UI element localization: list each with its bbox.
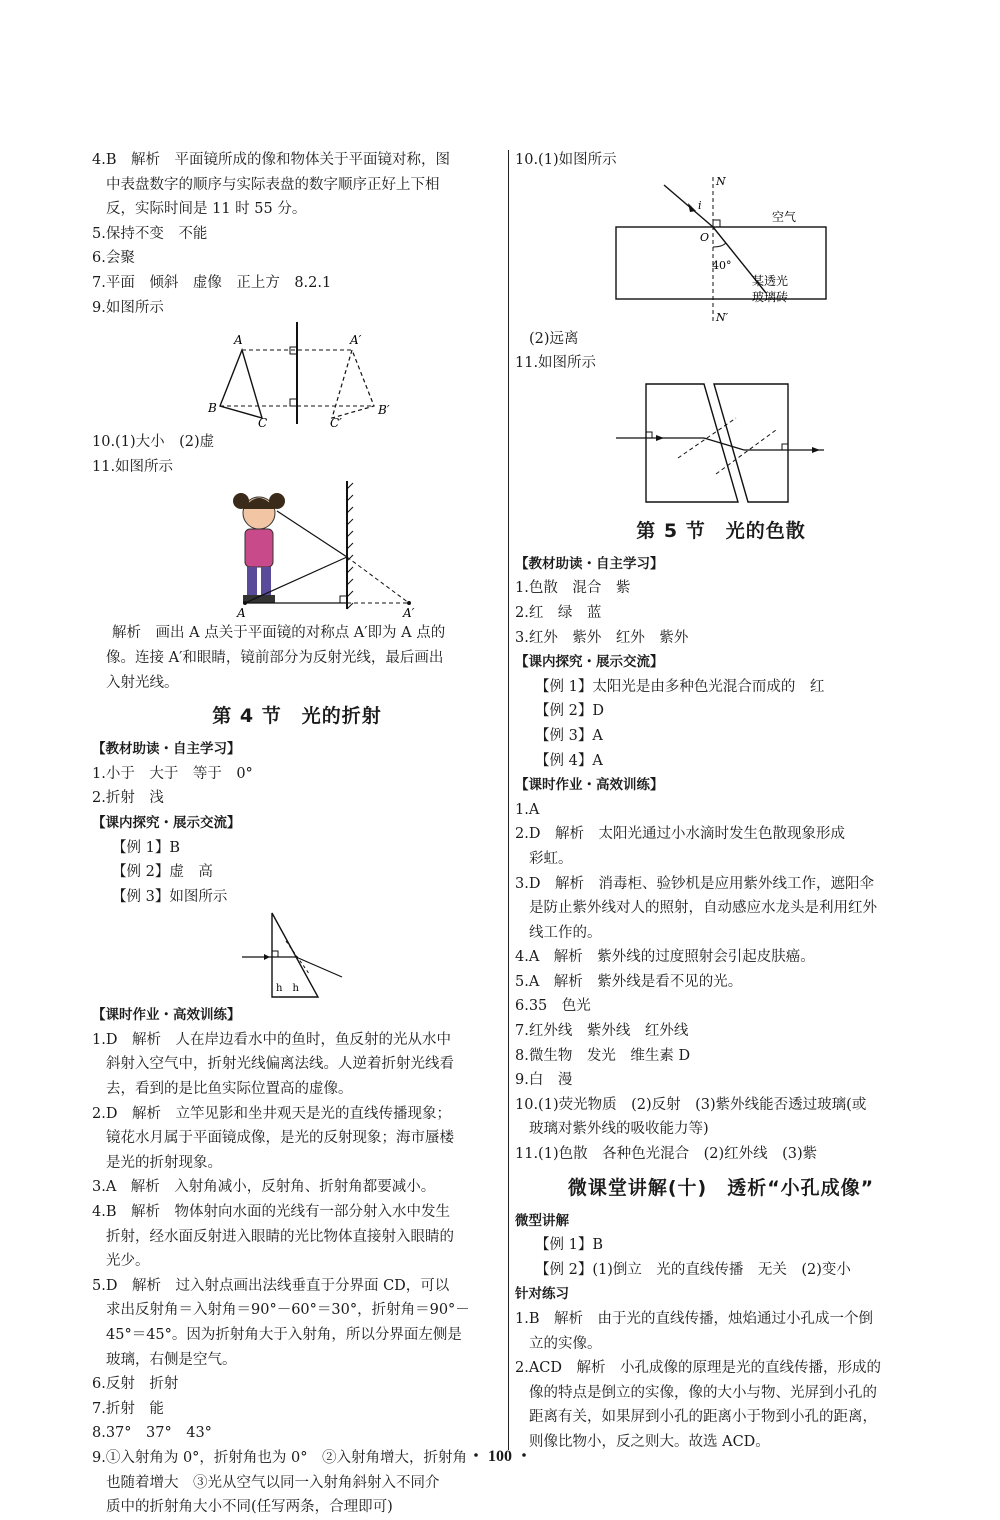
- answer-line: 7.折射 能: [92, 1400, 164, 1417]
- answer-line: 10.(1)如图所示: [515, 152, 617, 168]
- example-line: 【例 2】(1)倒立 光的直线传播 无关 (2)变小: [535, 1261, 851, 1278]
- answer-line: 解析 画出 A 点关于平面镜的对称点 A′即为 A 点的: [112, 625, 446, 642]
- subsection-header: 针对练习: [515, 1286, 569, 1303]
- example-line: 【例 2】虚 高: [112, 864, 213, 881]
- svg-text:h h: h h: [276, 983, 299, 995]
- answer-line: 像的特点是倒立的实像，像的大小与物、光屏到小孔的: [529, 1384, 877, 1401]
- answer-line: 1.B 解析 由于光的直线传播，烛焰通过小孔成一个倒: [515, 1311, 873, 1327]
- answer-line: 去，看到的是比鱼实际位置高的虚像。: [106, 1081, 353, 1098]
- label-n: N: [716, 174, 726, 188]
- answer-line: 4.B 解析 物体射向水面的光线有一部分射入水中发生: [92, 1204, 450, 1221]
- example-line: 【例 1】B: [535, 1237, 603, 1254]
- subsection-header: 【课时作业・高效训练】: [92, 1007, 241, 1024]
- answer-line: 7.红外线 紫外线 红外线: [515, 1023, 689, 1040]
- answer-line: 也随着增大 ③光从空气以同一入射角斜射入不同介: [106, 1474, 440, 1491]
- label-air: 空气: [772, 209, 797, 224]
- subsection-header: 微型讲解: [515, 1212, 569, 1229]
- answer-line: 镜花水月属于平面镜成像，是光的反射现象；海市蜃楼: [106, 1130, 454, 1147]
- example-line: 【例 2】D: [535, 703, 604, 720]
- answer-line: 2.折射 浅: [92, 790, 164, 807]
- answer-line: 2.D 解析 太阳光通过小水滴时发生色散现象形成: [515, 826, 845, 843]
- answer-line: (2)远离: [529, 330, 579, 347]
- answer-line: 11.如图所示: [92, 458, 174, 475]
- example-line: 【例 1】太阳光是由多种色光混合而成的 红: [535, 678, 825, 695]
- label-c-prime: C′: [330, 416, 342, 431]
- micro-lecture-title: 微课堂讲解(十) 透析“小孔成像”: [567, 1176, 875, 1199]
- answer-line: 光少。: [106, 1253, 150, 1270]
- answer-line: 3.D 解析 消毒柜、验钞机是应用紫外线工作，遮阳伞: [515, 875, 874, 892]
- subsection-header: 【课内探究・展示交流】: [92, 814, 241, 831]
- label-b-prime: B′: [378, 403, 390, 418]
- glass-refraction-figure: [606, 175, 836, 325]
- answer-line: 是防止紫外线对人的照射，自动感应水龙头是利用红外: [529, 900, 877, 917]
- answer-line: 2.ACD 解析 小孔成像的原理是光的直线传播，形成的: [515, 1360, 882, 1377]
- answer-line: 求出反射角＝入射角＝90°－60°＝30°，折射角＝90°－: [106, 1302, 470, 1319]
- label-40deg: 40°: [712, 258, 732, 272]
- parallel-glass-figure: [616, 378, 826, 508]
- label-a-prime: A′: [403, 606, 415, 621]
- label-transparent: 某透光: [752, 273, 789, 288]
- answer-line: 6.会聚: [92, 250, 135, 267]
- answer-line: 彩虹。: [529, 850, 573, 867]
- label-a-prime: A′: [350, 333, 362, 348]
- answer-line: 5.保持不变 不能: [92, 225, 208, 242]
- answer-line: 8.微生物 发光 维生素 D: [515, 1047, 691, 1064]
- answer-line: 斜射入空气中，折射光线偏离法线。人逆着折射光线看: [106, 1056, 454, 1073]
- answer-line: 1.色散 混合 紫: [515, 580, 631, 597]
- answer-line: 立的实像。: [529, 1335, 602, 1352]
- answer-line: 玻璃，右侧是空气。: [106, 1351, 237, 1368]
- answer-line: 10.(1)大小 (2)虚: [92, 434, 215, 451]
- label-i: i: [698, 198, 702, 212]
- answer-line: 5.D 解析 过入射点画出法线垂直于分界面 CD，可以: [92, 1277, 450, 1294]
- answer-line: 9.①入射角为 0°，折射角也为 0° ②入射角增大，折射角: [92, 1449, 468, 1466]
- label-a: A: [234, 333, 243, 348]
- answer-line: 线工作的。: [529, 924, 602, 941]
- answer-line: 反，实际时间是 11 时 55 分。: [106, 201, 307, 218]
- label-glass-brick: 玻璃砖: [752, 289, 789, 304]
- section-title: 第 5 节 光的色散: [636, 519, 806, 542]
- answer-line: 2.D 解析 立竿见影和坐井观天是光的直线传播现象；: [92, 1105, 451, 1122]
- answer-line: 2.红 绿 蓝: [515, 604, 602, 621]
- answer-line: 1.A: [515, 801, 540, 818]
- mirror-triangle-figure: [182, 322, 412, 431]
- answer-line: 4.A 解析 紫外线的过度照射会引起皮肤癌。: [515, 949, 815, 966]
- example-line: 【例 3】如图所示: [112, 888, 228, 905]
- girl-illustration: [233, 493, 285, 603]
- answer-line: 像。连接 A′和眼睛，镜前部分为反射光线，最后画出: [106, 649, 444, 666]
- answer-line: 11.如图所示: [515, 355, 597, 372]
- label-b: B: [208, 401, 217, 416]
- label-c: C: [258, 416, 268, 431]
- answer-line: 10.(1)荧光物质 (2)反射 (3)紫外线能否透过玻璃(或: [515, 1096, 867, 1113]
- label-o: O: [700, 230, 710, 244]
- answer-line: 4.B 解析 平面镜所成的像和物体关于平面镜对称，图: [92, 152, 450, 168]
- answer-line: 3.红外 紫外 红外 紫外: [515, 629, 689, 646]
- example-line: 【例 1】B: [112, 839, 180, 856]
- subsection-header: 【教材助读・自主学习】: [92, 741, 241, 758]
- section-title: 第 4 节 光的折射: [212, 705, 382, 728]
- answer-line: 1.小于 大于 等于 0°: [92, 765, 253, 782]
- label-a: A: [237, 606, 246, 621]
- subsection-header: 【教材助读・自主学习】: [515, 555, 664, 572]
- subsection-header: 【课内探究・展示交流】: [515, 654, 664, 671]
- answer-line: 入射光线。: [106, 674, 179, 691]
- answer-line: 则像比物小，反之则大。故选 ACD。: [529, 1433, 770, 1450]
- answer-line: 7.平面 倾斜 虚像 正上方 8.2.1: [92, 274, 332, 291]
- answer-line: 距离有关，如果屏到小孔的距离小于物到小孔的距离，: [529, 1409, 877, 1426]
- left-column: [92, 148, 502, 1520]
- answer-line: 6.反射 折射: [92, 1376, 179, 1393]
- girl-mirror-figure: [177, 481, 417, 619]
- subsection-header: 【课时作业・高效训练】: [515, 777, 664, 794]
- answer-line: 3.A 解析 入射角减小，反射角、折射角都要减小。: [92, 1179, 436, 1196]
- answer-line: 9.白 漫: [515, 1072, 573, 1089]
- answer-line: 6.35 色光: [515, 998, 591, 1015]
- example-line: 【例 3】A: [535, 727, 603, 744]
- example-line: 【例 4】A: [535, 752, 603, 769]
- label-n-prime: N′: [716, 310, 729, 324]
- answer-line: 质中的折射角大小不同(任写两条，合理即可): [106, 1499, 393, 1516]
- answer-line: 折射，经水面反射进入眼睛的光比物体直接射入眼睛的: [106, 1228, 454, 1245]
- answer-line: 是光的折射现象。: [106, 1154, 222, 1171]
- answer-line: 11.(1)色散 各种色光混合 (2)红外线 (3)紫: [515, 1146, 818, 1163]
- answer-line: 45°＝45°。因为折射角大于入射角，所以分界面左侧是: [106, 1327, 462, 1343]
- answer-line: 8.37° 37° 43°: [92, 1425, 212, 1442]
- answer-line: 玻璃对紫外线的吸收能力等): [529, 1121, 709, 1138]
- answer-line: 5.A 解析 紫外线是看不见的光。: [515, 973, 743, 990]
- column-divider: [508, 150, 509, 1450]
- answer-line: 中表盘数字的顺序与实际表盘的数字顺序正好上下相: [106, 176, 440, 193]
- answer-line: 1.D 解析 人在岸边看水中的鱼时，鱼反射的光从水中: [92, 1031, 451, 1048]
- answer-line: 9.如图所示: [92, 299, 164, 316]
- page-number: ・ 100 ・: [467, 1448, 532, 1465]
- prism-refraction-figure: [242, 911, 352, 1001]
- right-column: [515, 148, 927, 1455]
